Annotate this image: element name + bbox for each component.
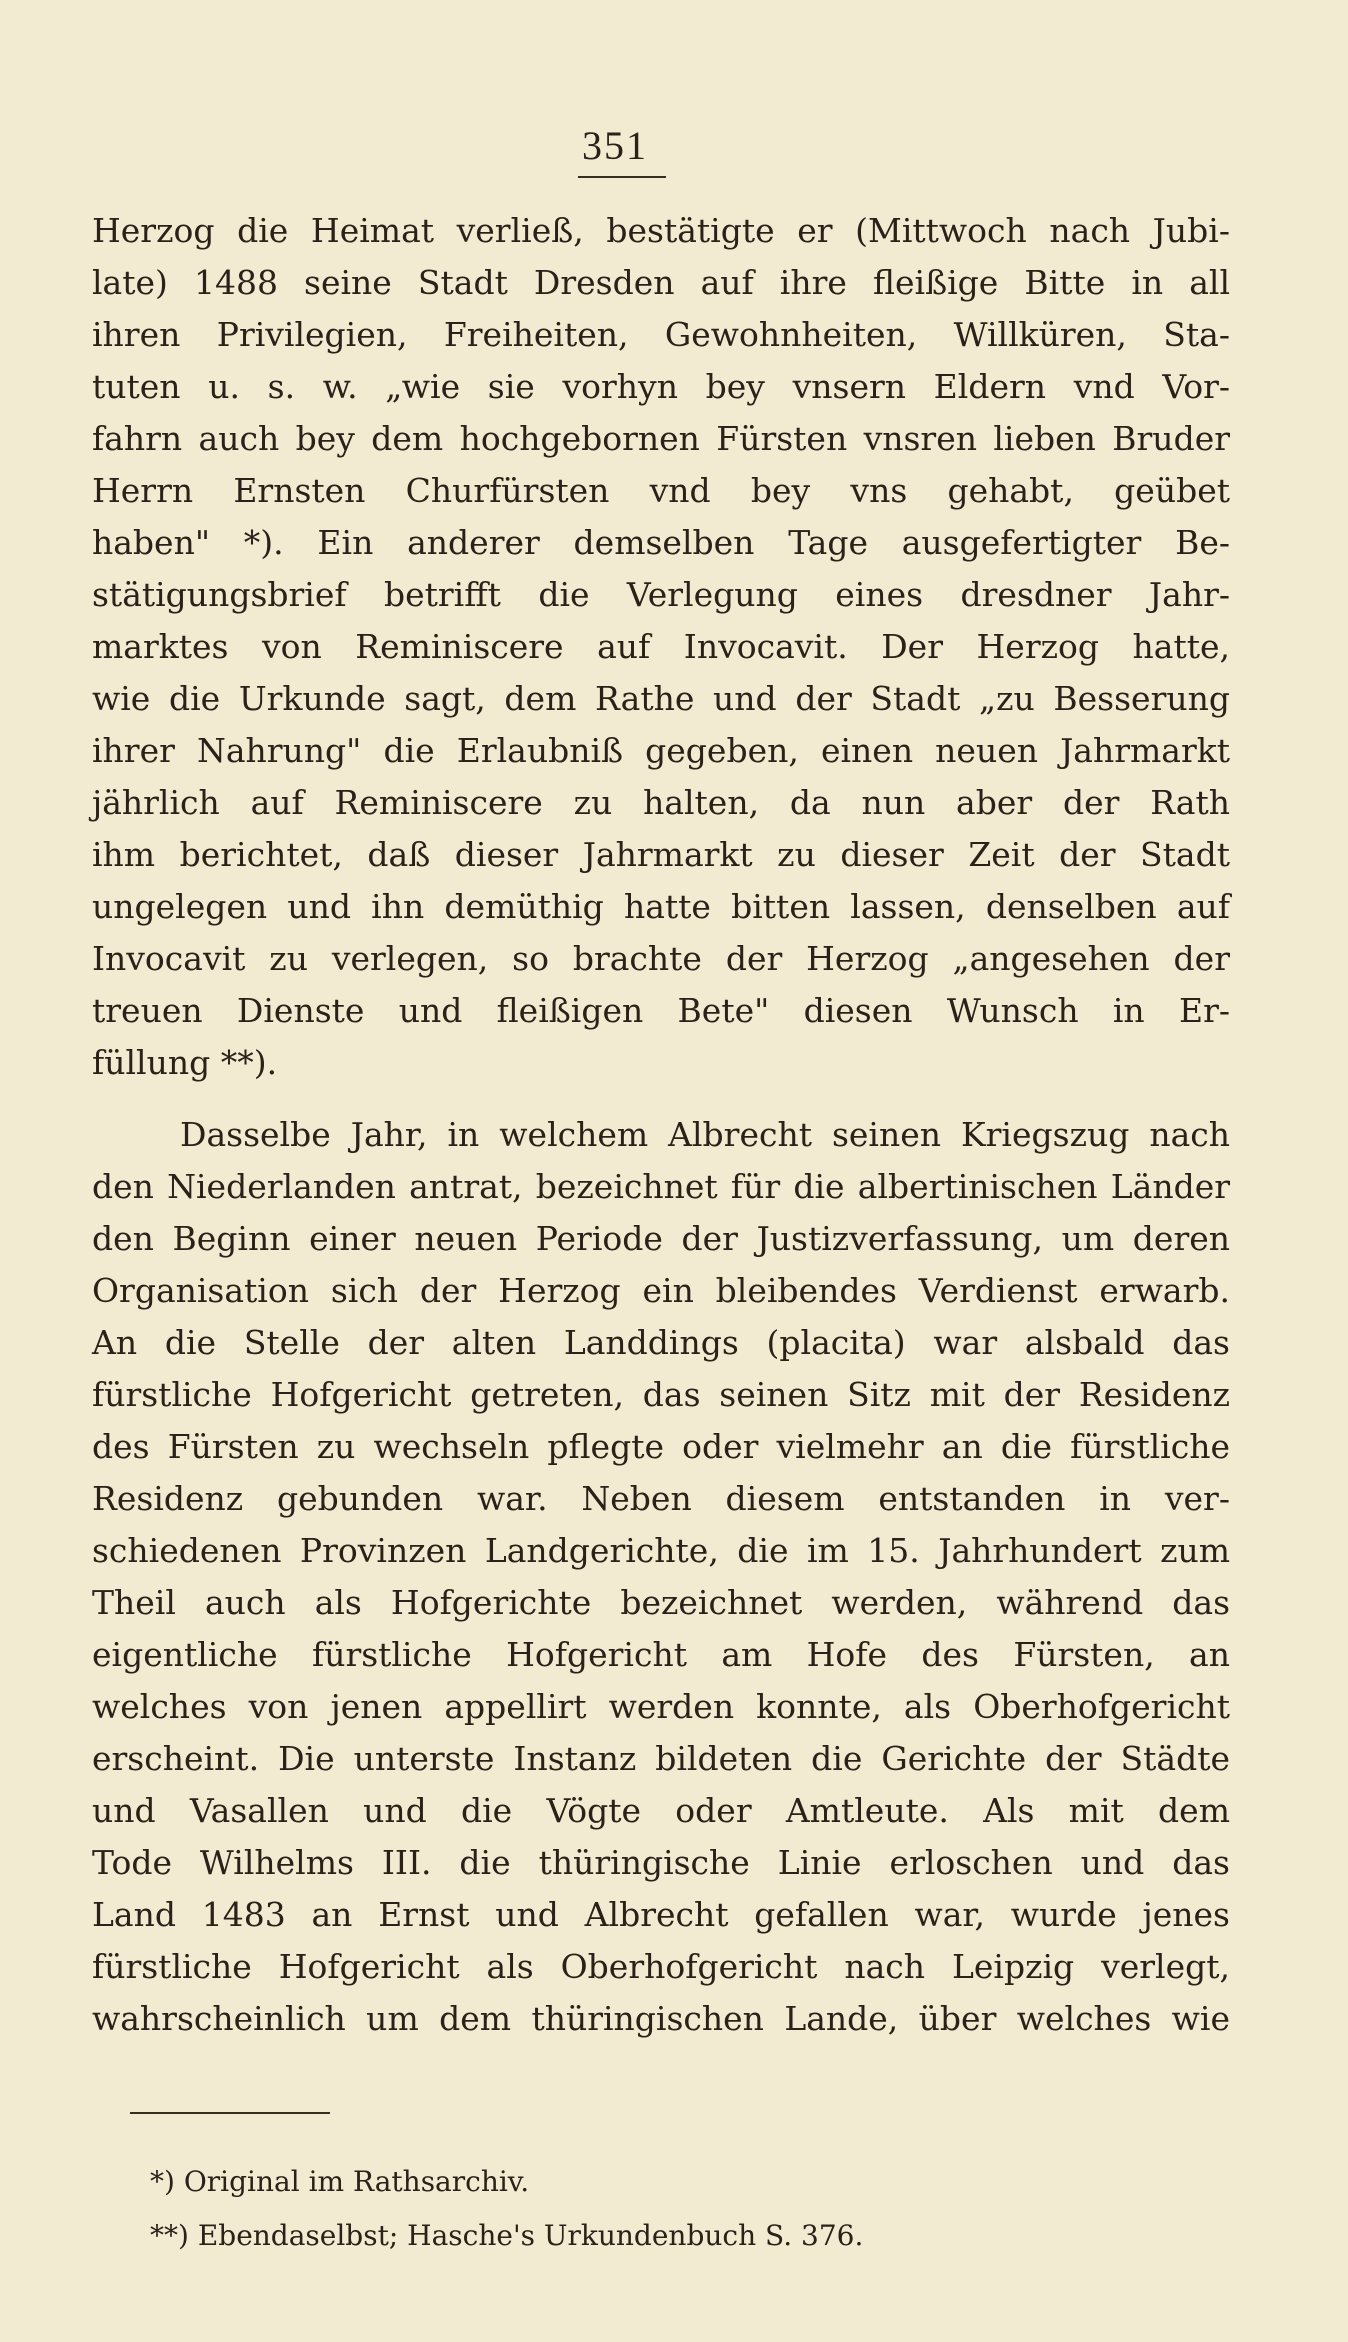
footnote-1: *) Original im Rathsarchiv. — [150, 2165, 530, 2198]
text-line: tuten u. s. w. „wie sie vorhyn bey vnsern Eldern vnd Vor- — [92, 367, 1230, 406]
text-line: Organisation sich der Herzog ein bleibendes Verdienst erwarb. — [92, 1271, 1230, 1310]
text-line: Invocavit zu verlegen, so brachte der Herzog „angesehen der — [92, 939, 1230, 978]
page-number: 351 — [582, 123, 648, 168]
text-line: Dasselbe Jahr, in welchem Albrecht seinen Kriegszug nach — [180, 1115, 1230, 1154]
text-line: haben" *). Ein anderer demselben Tage ausgefertigter Be- — [92, 523, 1230, 562]
text-line: Tode Wilhelms III. die thüringische Linie erloschen und das — [92, 1843, 1230, 1882]
text-line: An die Stelle der alten Landdings (placita) war alsbald das — [92, 1323, 1230, 1362]
text-line: und Vasallen und die Vögte oder Amtleute. Als mit dem — [92, 1791, 1230, 1830]
text-line: marktes von Reminiscere auf Invocavit. Der Herzog hatte, — [92, 627, 1230, 666]
text-line: fürstliche Hofgericht getreten, das seinen Sitz mit der Residenz — [92, 1375, 1230, 1414]
text-line: jährlich auf Reminiscere zu halten, da nun aber der Rath — [92, 783, 1230, 822]
paragraph-2 — [92, 1109, 1230, 2045]
text-line: ihm berichtet, daß dieser Jahrmarkt zu dieser Zeit der Stadt — [92, 835, 1230, 874]
text-line: ungelegen und ihn demüthig hatte bitten lassen, denselben auf — [92, 887, 1230, 926]
page-number-rule — [578, 176, 666, 178]
text-line: wahrscheinlich um dem thüringischen Lande, über welches wie — [92, 1999, 1230, 2038]
text-line: Herzog die Heimat verließ, bestätigte er (Mittwoch nach Jubi- — [92, 211, 1230, 250]
text-line: schiedenen Provinzen Landgerichte, die im 15. Jahrhundert zum — [92, 1531, 1230, 1570]
text-line: fahrn auch bey dem hochgebornen Fürsten vnsren lieben Bruder — [92, 419, 1230, 458]
text-line: welches von jenen appellirt werden konnte, als Oberhofgericht — [92, 1687, 1230, 1726]
text-line: Land 1483 an Ernst und Albrecht gefallen war, wurde jenes — [92, 1895, 1230, 1934]
text-line: füllung **). — [92, 1043, 278, 1082]
text-line: des Fürsten zu wechseln pflegte oder vielmehr an die fürstliche — [92, 1427, 1230, 1466]
text-line: treuen Dienste und fleißigen Bete" diesen Wunsch in Er- — [92, 991, 1230, 1030]
text-line: Theil auch als Hofgerichte bezeichnet werden, während das — [92, 1583, 1230, 1622]
text-line: Herrn Ernsten Churfürsten vnd bey vns gehabt, geübet — [92, 471, 1230, 510]
footnote-rule — [130, 2112, 330, 2114]
text-line: fürstliche Hofgericht als Oberhofgericht nach Leipzig verlegt, — [92, 1947, 1230, 1986]
text-line: ihrer Nahrung" die Erlaubniß gegeben, einen neuen Jahrmarkt — [92, 731, 1230, 770]
text-line: erscheint. Die unterste Instanz bildeten die Gerichte der Städte — [92, 1739, 1230, 1778]
footnote-2: **) Ebendaselbst; Hasche's Urkundenbuch S. 376. — [150, 2219, 864, 2252]
text-line: den Niederlanden antrat, bezeichnet für die albertinischen Länder — [92, 1167, 1230, 1206]
text-line: stätigungsbrief betrifft die Verlegung eines dresdner Jahr- — [92, 575, 1230, 614]
text-line: late) 1488 seine Stadt Dresden auf ihre fleißige Bitte in all — [92, 263, 1230, 302]
text-line: eigentliche fürstliche Hofgericht am Hofe des Fürsten, an — [92, 1635, 1230, 1674]
body-text — [92, 205, 1230, 2045]
text-line: ihren Privilegien, Freiheiten, Gewohnheiten, Willküren, Sta- — [92, 315, 1230, 354]
text-line: den Beginn einer neuen Periode der Justizverfassung, um deren — [92, 1219, 1230, 1258]
text-line: wie die Urkunde sagt, dem Rathe und der Stadt „zu Besserung — [92, 679, 1230, 718]
text-line: Residenz gebunden war. Neben diesem entstanden in ver- — [92, 1479, 1230, 1518]
footnotes — [150, 2155, 1150, 2263]
paragraph-1 — [92, 205, 1230, 1089]
